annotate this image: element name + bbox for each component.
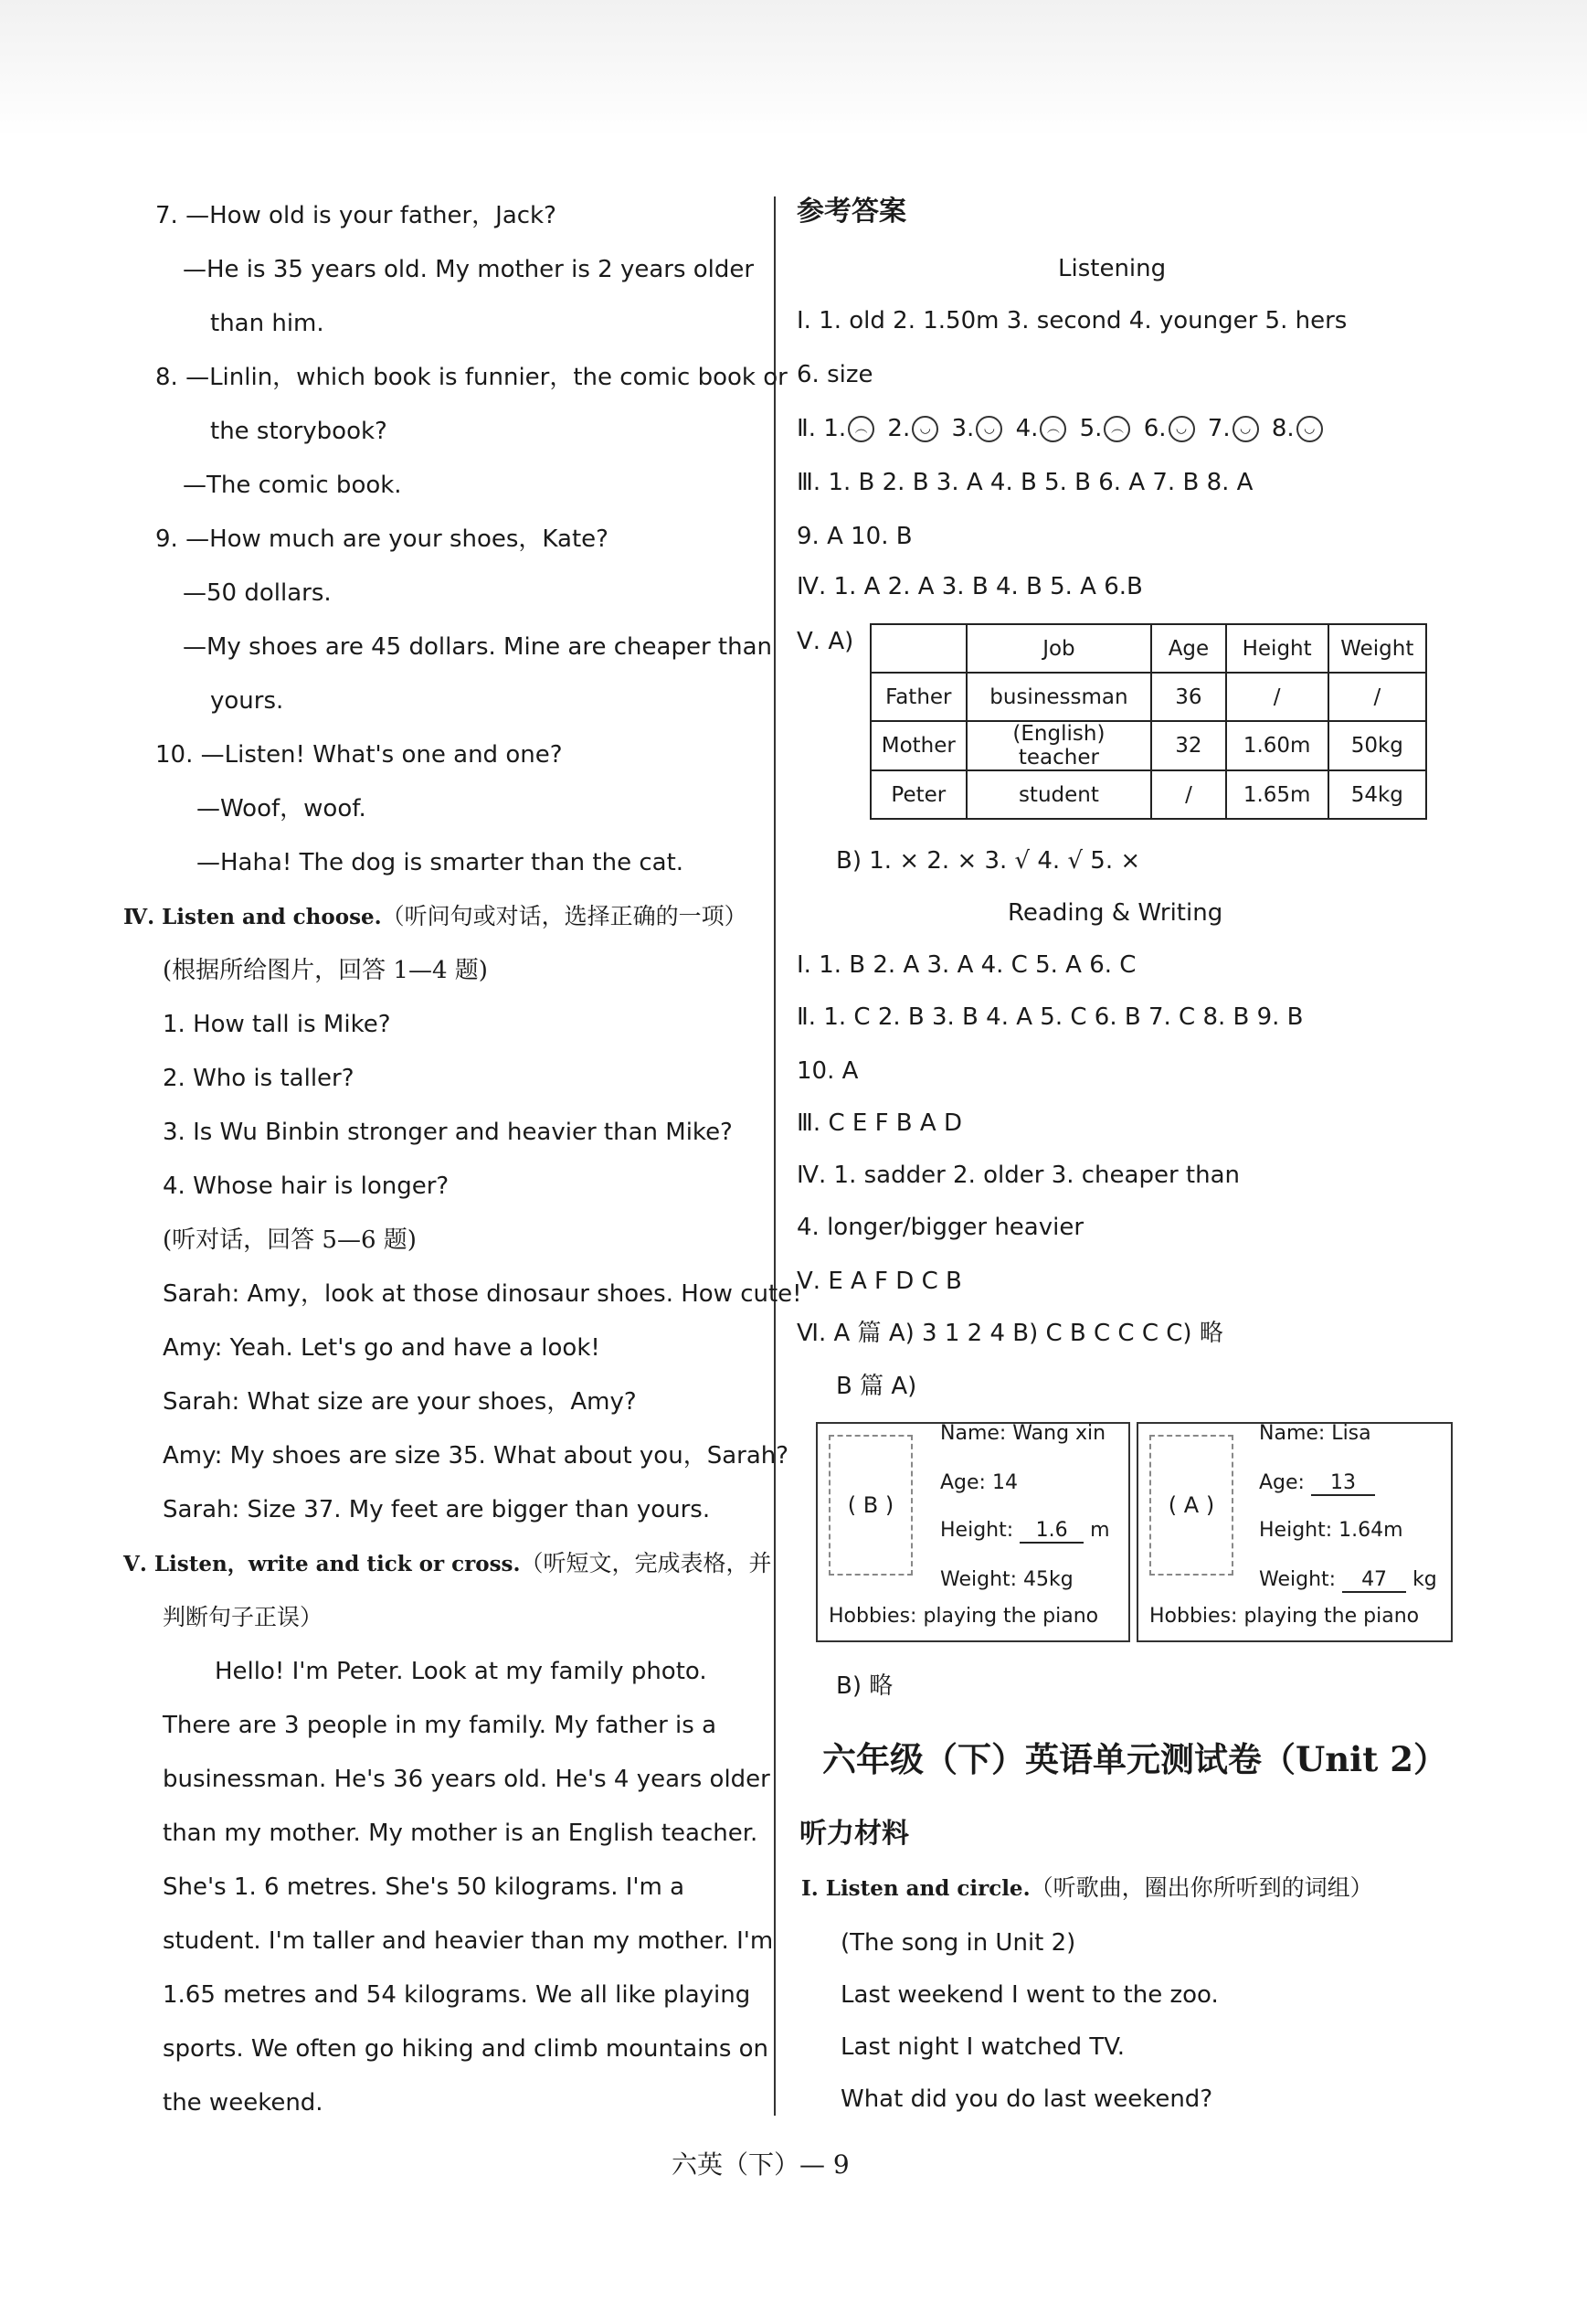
scan-shade — [0, 0, 1587, 137]
answer-line: Ⅳ. 1. A 2. A 3. B 4. B 5. A 6.B — [797, 573, 1143, 600]
song-line: What did you do last weekend? — [841, 2085, 1213, 2113]
sad-face-icon: ︵ — [848, 416, 874, 442]
table-row — [871, 721, 1426, 770]
line: 2. Who is taller? — [163, 1065, 354, 1092]
answer-line: Ⅰ. 1. B 2. A 3. A 4. C 5. A 6. C — [797, 951, 1137, 979]
listening-label: Listening — [1058, 255, 1167, 282]
card-age: Age: 14 — [940, 1471, 1018, 1494]
card-height: Height: 1.64m — [1259, 1519, 1403, 1542]
photo-placeholder: ( A ) — [1149, 1435, 1233, 1576]
passage-line: the weekend. — [163, 2089, 323, 2117]
line: —Haha! The dog is smarter than the cat. — [196, 849, 684, 876]
unit2-section-1-title — [801, 1873, 1373, 1905]
line: —Woof，woof. — [196, 795, 366, 822]
table-cell — [871, 624, 967, 673]
face-number: 8. — [1271, 415, 1295, 442]
line: Sarah: What size are your shoes，Amy? — [163, 1388, 637, 1416]
face-number: 1. — [823, 415, 847, 442]
unit-title: 六年级（下）英语单元测试卷（Unit 2） — [822, 1739, 1447, 1779]
passage-line: 1.65 metres and 54 kilograms. We all like playing — [163, 1981, 751, 2009]
face-number: 4. — [1015, 415, 1039, 442]
reading-writing-label: Reading & Writing — [1008, 899, 1223, 927]
line: 9. —How much are your shoes，Kate? — [155, 525, 608, 553]
section-5-title-en: Ⅴ. Listen，write and tick or cross. — [123, 1552, 521, 1576]
answer-line: B 篇 A) — [836, 1373, 917, 1400]
table-cell: Weight — [1328, 624, 1426, 673]
passage-line: businessman. He's 36 years old. He's 4 years older — [163, 1766, 770, 1793]
card-weight-value: 47 — [1342, 1568, 1406, 1593]
line: Amy: Yeah. Let's go and have a look! — [163, 1334, 600, 1362]
card-weight — [1259, 1568, 1437, 1593]
table-cell: (English) teacher — [967, 721, 1152, 770]
material-title: 听力材料 — [799, 1818, 909, 1850]
answer-line: Ⅲ. 1. B 2. B 3. A 4. B 5. B 6. A 7. B 8. A — [797, 469, 1254, 496]
profile-card-a — [1137, 1422, 1453, 1642]
section-5-title-cn2: 判断句子正误） — [163, 1604, 323, 1630]
table-cell: 36 — [1151, 673, 1225, 721]
line: 3. Is Wu Binbin stronger and heavier than Mike? — [163, 1119, 733, 1146]
family-info-table — [870, 623, 1427, 820]
faces-prefix: Ⅱ. — [797, 415, 817, 442]
line: —He is 35 years old. My mother is 2 years older — [183, 256, 755, 283]
card-age-label: Age: — [1259, 1471, 1305, 1494]
table-row — [871, 770, 1426, 819]
unit2-section-1-title-en: Ⅰ. Listen and circle. — [801, 1876, 1031, 1901]
face-number: 3. — [951, 415, 975, 442]
card-height — [940, 1519, 1110, 1544]
song-line: Last night I watched TV. — [841, 2033, 1126, 2061]
card-name: Name: Lisa — [1259, 1422, 1371, 1445]
line: Sarah: Size 37. My feet are bigger than yours. — [163, 1496, 711, 1523]
section-5-title-cn: （听短文，完成表格，并 — [520, 1550, 772, 1576]
happy-face-icon: ◡ — [976, 416, 1002, 442]
line: 10. —Listen! What's one and one? — [155, 741, 563, 769]
table-cell: 1.60m — [1226, 721, 1328, 770]
passage-line: student. I'm taller and heavier than my mother. I'm — [163, 1927, 774, 1955]
happy-face-icon: ◡ — [1169, 416, 1195, 442]
card-weight: Weight: 45kg — [940, 1568, 1074, 1591]
table-cell: 54kg — [1328, 770, 1426, 819]
table-cell: Peter — [871, 770, 967, 819]
card-height-unit: m — [1090, 1519, 1110, 1542]
answer-line: Ⅳ. 1. sadder 2. older 3. cheaper than — [797, 1162, 1240, 1189]
answer-line: Ⅲ. C E F B A D — [797, 1109, 962, 1137]
face-number: 7. — [1207, 415, 1231, 442]
table-cell: / — [1328, 673, 1426, 721]
sad-face-icon: ︵ — [1104, 416, 1130, 442]
section-4-title-en: Ⅳ. Listen and choose. — [123, 905, 382, 929]
sad-face-icon: ︵ — [1040, 416, 1066, 442]
answer-line: B) 1. × 2. × 3. √ 4. √ 5. × — [836, 847, 1141, 875]
table-header-row — [871, 624, 1426, 673]
card-age-value: 13 — [1311, 1471, 1375, 1496]
line: (根据所给图片，回答 1—4 题) — [163, 957, 488, 984]
line: the storybook? — [210, 418, 387, 445]
happy-face-icon: ◡ — [912, 416, 938, 442]
table-cell: Job — [967, 624, 1152, 673]
happy-face-icon: ◡ — [1296, 416, 1323, 442]
passage-line: Hello! I'm Peter. Look at my family photo. — [215, 1658, 707, 1685]
faces-list — [823, 415, 1328, 442]
answer-line: 9. A 10. B — [797, 523, 913, 550]
happy-face-icon: ◡ — [1233, 416, 1259, 442]
table-cell: Father — [871, 673, 967, 721]
table-cell: / — [1226, 673, 1328, 721]
table-cell: 1.65m — [1226, 770, 1328, 819]
section-5-label: Ⅴ. A) — [797, 628, 854, 655]
table-cell: Age — [1151, 624, 1225, 673]
line: yours. — [210, 687, 284, 715]
profile-card-b — [816, 1422, 1130, 1642]
line: 7. —How old is your father，Jack? — [155, 202, 556, 229]
answer-line: Ⅱ. 1. C 2. B 3. B 4. A 5. C 6. B 7. C 8. B 9. B — [797, 1003, 1304, 1031]
page-footer: 六英（下）— 9 — [672, 2149, 850, 2180]
table-cell: 32 — [1151, 721, 1225, 770]
answer-line: 4. longer/bigger heavier — [797, 1214, 1084, 1241]
table-cell: 50kg — [1328, 721, 1426, 770]
column-divider — [774, 196, 776, 2116]
face-number: 5. — [1079, 415, 1103, 442]
line: —My shoes are 45 dollars. Mine are cheaper than — [183, 633, 772, 661]
line: 8. —Linlin，which book is funnier，the comic book or — [155, 364, 788, 391]
card-height-label: Height: — [940, 1519, 1014, 1542]
card-weight-unit: kg — [1412, 1568, 1437, 1591]
card-hobbies: Hobbies: playing the piano — [1149, 1605, 1420, 1628]
song-line: (The song in Unit 2) — [841, 1929, 1076, 1957]
table-cell: student — [967, 770, 1152, 819]
line: Sarah: Amy，look at those dinosaur shoes. How cute! — [163, 1280, 802, 1308]
answer-line: Ⅰ. 1. old 2. 1.50m 3. second 4. younger 5. hers — [797, 307, 1348, 334]
passage-line: She's 1. 6 metres. She's 50 kilograms. I'm a — [163, 1873, 685, 1901]
section-4-title-cn: （听问句或对话，选择正确的一项） — [381, 903, 747, 929]
answer-line: 6. size — [797, 361, 873, 388]
answer-title: 参考答案 — [797, 196, 906, 228]
answer-line: B) 略 — [836, 1672, 894, 1700]
line: Amy: My shoes are size 35. What about you，Sarah? — [163, 1442, 789, 1470]
answer-line: Ⅴ. E A F D C B — [797, 1268, 962, 1295]
passage-line: than my mother. My mother is an English teacher. — [163, 1820, 758, 1847]
card-name: Name: Wang xin — [940, 1422, 1106, 1445]
unit2-section-1-title-cn: （听歌曲，圈出你所听到的词组） — [1030, 1874, 1373, 1901]
table-cell: businessman — [967, 673, 1152, 721]
passage-line: There are 3 people in my family. My father is a — [163, 1712, 717, 1739]
answer-line: Ⅵ. A 篇 A) 3 1 2 4 B) C B C C C C) 略 — [797, 1320, 1223, 1347]
table-row — [871, 673, 1426, 721]
line: than him. — [210, 310, 324, 337]
passage-line: sports. We often go hiking and climb mountains on — [163, 2035, 769, 2063]
line: —50 dollars. — [183, 579, 332, 607]
card-weight-label: Weight: — [1259, 1568, 1337, 1591]
table-cell: Height — [1226, 624, 1328, 673]
face-number: 2. — [887, 415, 911, 442]
face-number: 6. — [1143, 415, 1167, 442]
section-4-title — [123, 901, 747, 933]
photo-placeholder: ( B ) — [829, 1435, 913, 1576]
faces-row — [797, 413, 1328, 444]
card-age — [1259, 1471, 1375, 1496]
table-cell: Mother — [871, 721, 967, 770]
line: (听对话，回答 5—6 题) — [163, 1226, 417, 1254]
answer-line: 10. A — [797, 1057, 859, 1085]
card-hobbies: Hobbies: playing the piano — [829, 1605, 1099, 1628]
line: —The comic book. — [183, 472, 402, 499]
card-height-value: 1.6 — [1020, 1519, 1084, 1544]
section-5-title — [123, 1548, 772, 1580]
line: 1. How tall is Mike? — [163, 1011, 391, 1038]
table-cell: / — [1151, 770, 1225, 819]
song-line: Last weekend I went to the zoo. — [841, 1981, 1219, 2009]
line: 4. Whose hair is longer? — [163, 1173, 450, 1200]
